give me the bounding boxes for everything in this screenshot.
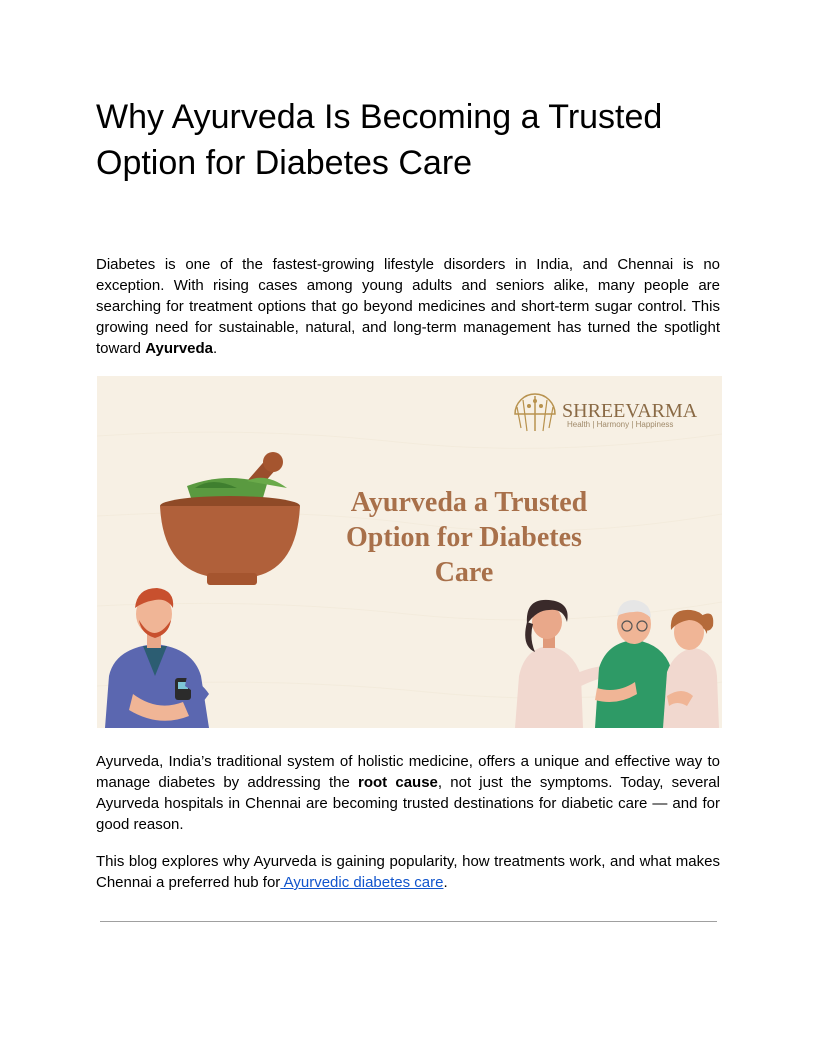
intro-text: Diabetes is one of the fastest-growing lifestyle disorders in India, and Chennai is no exception. With rising cases among young adults and seniors alike, many people are searching for treatment options that go beyond medicines and short-term sugar control. This growing need for sustainable, natural, and long-term management has turned the spotlight toward — [96, 256, 720, 357]
intro-paragraph — [96, 254, 720, 359]
banner-heading-line2: Option for Diabetes — [346, 522, 582, 553]
paragraph2-text: Ayurveda, India’s traditional system of holistic medicine, offers a unique and effective way to manage diabetes by addressing the — [96, 753, 720, 791]
ayurvedic-diabetes-care-link[interactable]: Ayurvedic diabetes care — [280, 874, 444, 891]
paragraph3-text: This blog explores why Ayurveda is gaining popularity, how treatments work, and what makes Chennai a preferred hub for — [96, 853, 720, 891]
paragraph2-end: , not just the symptoms. Today, several Ayurveda hospitals in Chennai are becoming trusted destinations for diabetic care — and for good reason. — [96, 774, 720, 833]
horizontal-divider — [100, 921, 717, 922]
brand-name: SHREEVARMA — [562, 400, 698, 422]
body-paragraph-1 — [96, 751, 720, 835]
brand-tagline: Health | Harmony | Happiness — [567, 420, 674, 429]
banner-image — [97, 376, 722, 728]
paragraph3-end: . — [443, 874, 448, 891]
banner-heading-line3: Care — [434, 557, 494, 588]
paragraph2-bold: root cause — [358, 774, 438, 791]
banner-heading-line1: Ayurveda a Trusted — [350, 487, 588, 518]
intro-bold: Ayurveda — [145, 340, 214, 357]
body-paragraph-2 — [96, 851, 720, 893]
intro-end: . — [213, 340, 218, 357]
page-title: Why Ayurveda Is Becoming a Trusted Option for Diabetes Care — [96, 98, 663, 182]
